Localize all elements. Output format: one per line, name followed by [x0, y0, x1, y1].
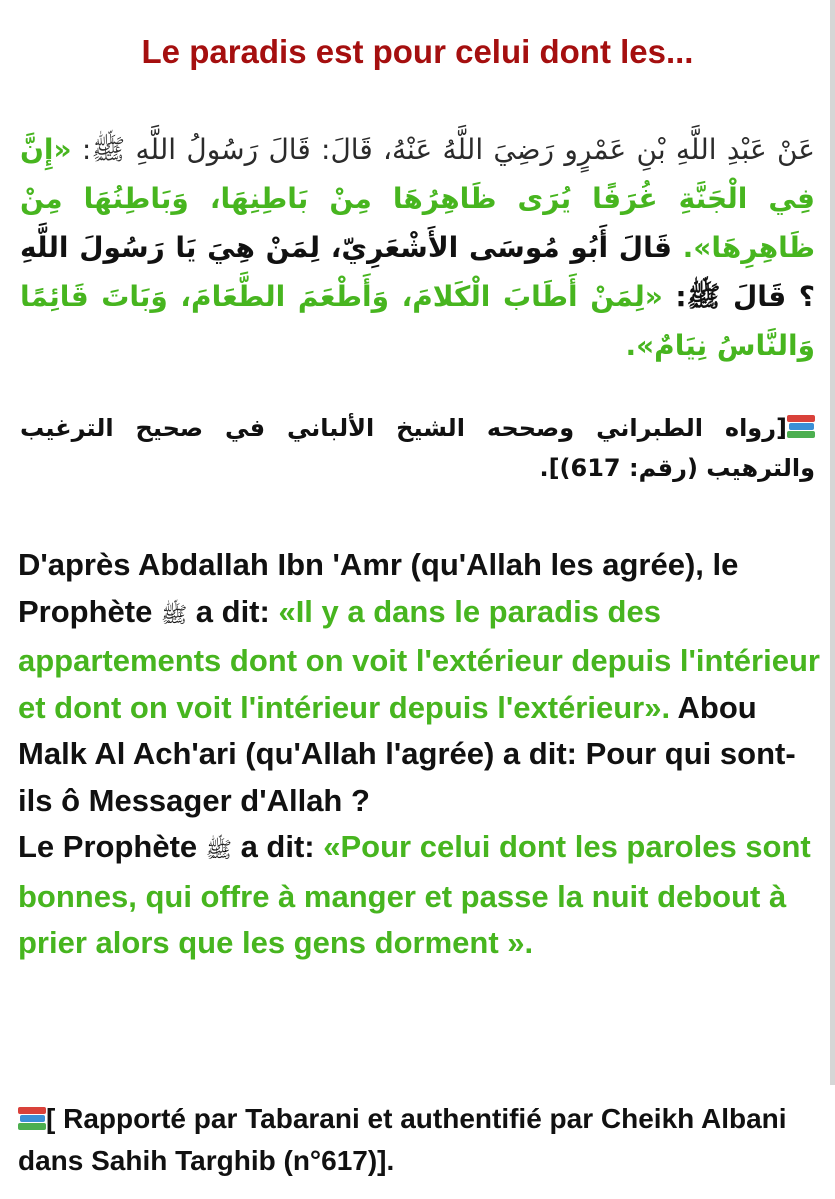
french-said: a dit:	[231, 829, 324, 864]
arabic-quote-2: «لِمَنْ أَطَابَ الْكَلامَ، وَأَطْعَمَ الطَّعَامَ، وَبَاتَ قَائِمًا وَالنَّاسُ نِيَامٌ».	[20, 280, 815, 362]
french-hadith	[18, 542, 828, 967]
french-said: a dit:	[187, 593, 279, 629]
arabic-intro: عَنْ عَبْدِ اللَّهِ بْنِ عَمْرٍو رَضِيَ اللَّهُ عَنْهُ، قَالَ: قَالَ رَسُولُ اللَّهِ ﷺ:	[71, 133, 815, 166]
arabic-hadith	[20, 125, 815, 370]
honorific-glyph: ﷺ	[205, 837, 232, 862]
arabic-reference-text: [رواه الطبراني وصححه الشيخ الألباني في صحيح الترغيب والترهيب (رقم: 617)].	[20, 414, 815, 482]
french-intro: D'après Abdallah Ibn 'Amr (qu'Allah les agrée), le Prophète	[18, 547, 739, 629]
french-quote-2: «Pour celui dont les paroles sont bonnes, qui offre à manger et passe la nuit debout à prier alors que les gens dorment ».	[18, 829, 811, 960]
french-reference-text: [ Rapporté par Tabarani et authentifié par Cheikh Albani dans Sahih Targhib (n°617)].	[18, 1103, 787, 1176]
french-answer-intro: Le Prophète	[18, 829, 206, 864]
french-question: Abou Malk Al Ach'ari (qu'Allah l'agrée) a dit: Pour qui sont-ils ô Messager d'Allah ?	[18, 689, 796, 818]
arabic-middle: قَالَ أَبُو مُوسَى الأَشْعَرِيّ، لِمَنْ هِيَ يَا رَسُولَ اللَّهِ ؟ قَالَ ﷺ:	[20, 231, 815, 313]
books-icon	[787, 414, 815, 440]
scrollbar[interactable]	[830, 0, 835, 1085]
books-icon	[18, 1106, 46, 1132]
arabic-quote-1: «إِنَّ فِي الْجَنَّةِ غُرَفًا يُرَى ظَاهِرُهَا مِنْ بَاطِنِهَا، وَبَاطِنُهَا مِنْ ظَاهِرِهَا».	[20, 133, 815, 264]
arabic-reference	[20, 408, 815, 488]
french-reference	[18, 1098, 828, 1182]
french-quote-1: «Il y a dans le paradis des appartements dont on voit l'extérieur depuis l'intérieur et dont on voit l'intérieur depuis l'extérieur».	[18, 593, 820, 725]
honorific-glyph: ﷺ	[160, 601, 188, 627]
page-title: Le paradis est pour celui dont les...	[141, 33, 694, 70]
